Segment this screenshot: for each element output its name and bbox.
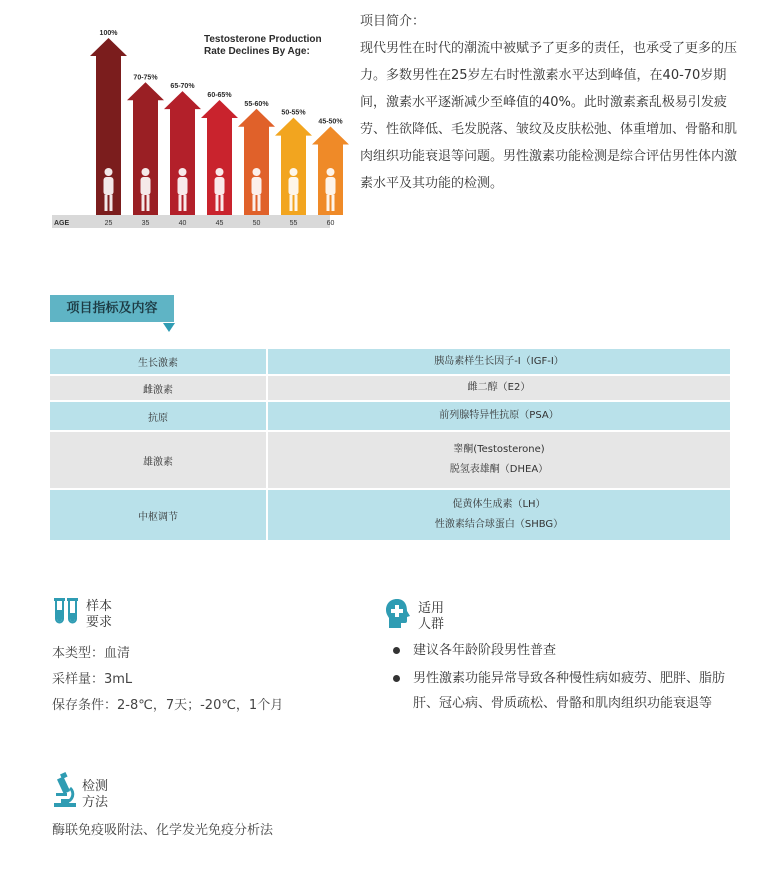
figure-head [179, 168, 187, 176]
sample-heading [86, 599, 112, 631]
testosterone-chart [52, 14, 343, 232]
figure-head [216, 168, 224, 176]
figure-leg [295, 195, 298, 211]
table-row [50, 375, 730, 401]
table-item: 性激素结合球蛋白（SHBG） [434, 519, 564, 530]
table-cell-category: 雄激素 [50, 431, 267, 489]
method-heading [82, 779, 108, 811]
x-tick-label: 45 [215, 220, 224, 227]
table-cell-category: 抗原 [50, 401, 267, 431]
data-label: 65-70% [170, 83, 195, 91]
figure-leg [221, 195, 224, 211]
data-label: 50-55% [281, 109, 306, 117]
figure-leg [184, 195, 187, 211]
x-axis-label: AGE [54, 220, 70, 227]
figure-leg [290, 195, 293, 211]
figure-head [327, 168, 335, 176]
sample-storage: 保存条件：2-8℃，7天；-20℃，1个月 [52, 698, 284, 713]
intro-body: 现代男性在时代的潮流中被赋予了更多的责任，也承受了更多的压力。多数男性在25岁左右时性激素水平达到峰值，在40-70岁期间，激素水平逐渐减少至峰值的40%。此时激素紊乱极易引发疲劳、性欲降低、毛发脱落、皱纹及皮肤松弛、体重增加、骨骼和肌肉组织功能衰退等问题。男性激素功能检测是综合评估男性体内激素水平及其功能的检测。 [360, 41, 738, 191]
figure-leg [258, 195, 261, 211]
table-row [50, 489, 730, 541]
method-text: 酶联免疫吸附法、化学发光免疫分析法 [52, 823, 274, 838]
table-row [50, 431, 730, 489]
data-label: 70-75% [133, 74, 158, 82]
figure-leg [332, 195, 335, 211]
figure-head [253, 168, 261, 176]
figure-leg [216, 195, 219, 211]
bar-arrow [164, 91, 201, 215]
figure-leg [179, 195, 182, 211]
table-cell-items [267, 375, 730, 401]
intro-section [360, 8, 745, 197]
data-label: 55-60% [244, 100, 269, 108]
bullet-icon [393, 647, 400, 654]
list-item [393, 666, 738, 716]
table-item: 睾酮(Testosterone) [453, 444, 545, 455]
method-heading-line1: 检测 [82, 779, 109, 794]
x-tick-label: 60 [326, 220, 335, 227]
figure-leg [327, 195, 330, 211]
chart-title: Testosterone Production Rate Declines By Age: [204, 34, 322, 57]
table-cell-items [267, 349, 730, 375]
audience-item: 建议各年龄阶段男性普查 [413, 643, 557, 658]
sample-volume: 采样量：3mL [52, 672, 133, 687]
figure-leg [253, 195, 256, 211]
bar-arrow [201, 100, 238, 215]
x-axis-band [52, 215, 330, 228]
x-tick-label: 35 [141, 220, 150, 227]
figure-leg [142, 195, 145, 211]
x-tick-label: 55 [289, 220, 298, 227]
figure-body [141, 177, 151, 195]
sample-type: 本类型：血清 [52, 646, 131, 661]
x-tick-label: 25 [104, 220, 113, 227]
x-tick-label: 50 [252, 220, 261, 227]
audience-list [393, 638, 738, 719]
table-cell-items [267, 489, 730, 541]
table-item: 雌二醇（E2） [467, 382, 531, 393]
test-tubes-icon [52, 596, 80, 628]
figure-head [142, 168, 150, 176]
figure-body [104, 177, 114, 195]
sample-details [52, 641, 372, 719]
bullet-icon [393, 675, 400, 682]
table-item: 胰岛素样生长因子-I（IGF-I） [434, 355, 564, 367]
microscope-icon [52, 772, 78, 808]
audience-heading [418, 601, 444, 633]
figure-leg [147, 195, 150, 211]
head-plus-icon [385, 598, 411, 630]
figure-head [290, 168, 298, 176]
table-cell-category: 生长激素 [50, 349, 267, 375]
sample-heading-line2: 要求 [86, 615, 113, 630]
figure-leg [105, 195, 108, 211]
table-cell-category: 雌激素 [50, 375, 267, 401]
section-arrow [163, 323, 175, 332]
table-cell-category: 中枢调节 [50, 489, 267, 541]
list-item [393, 638, 738, 663]
table-item: 脱氢表雄酮（DHEA） [449, 464, 549, 475]
table-item: 前列腺特异性抗原（PSA） [439, 410, 559, 421]
data-label: 60-65% [207, 91, 232, 99]
data-label: 100% [99, 30, 118, 37]
bar-arrow [127, 82, 164, 215]
table-item: 促黄体生成素（LH） [452, 499, 546, 510]
figure-body [289, 177, 299, 195]
audience-heading-line2: 人群 [418, 617, 445, 632]
data-label: 45-50% [318, 118, 343, 126]
figure-body [215, 177, 225, 195]
figure-body [326, 177, 336, 195]
x-tick-label: 40 [178, 220, 187, 227]
figure-head [105, 168, 113, 176]
method-heading-line2: 方法 [82, 795, 109, 810]
intro-title: 项目简介： [360, 14, 426, 29]
sample-heading-line1: 样本 [86, 599, 113, 614]
bar-arrow [275, 118, 312, 215]
table-cell-items [267, 431, 730, 489]
figure-body [178, 177, 188, 195]
table-row [50, 401, 730, 431]
indicator-table [50, 349, 730, 542]
table-cell-items [267, 401, 730, 431]
audience-heading-line1: 适用 [418, 601, 445, 616]
figure-body [252, 177, 262, 195]
figure-leg [110, 195, 113, 211]
audience-item: 男性激素功能异常导致各种慢性病如疲劳、肥胖、脂肪肝、冠心病、骨质疏松、骨骼和肌肉组织功能衰退等 [413, 671, 726, 711]
section-heading: 项目指标及内容 [50, 295, 174, 322]
table-row [50, 349, 730, 375]
bar-arrow [238, 109, 275, 215]
